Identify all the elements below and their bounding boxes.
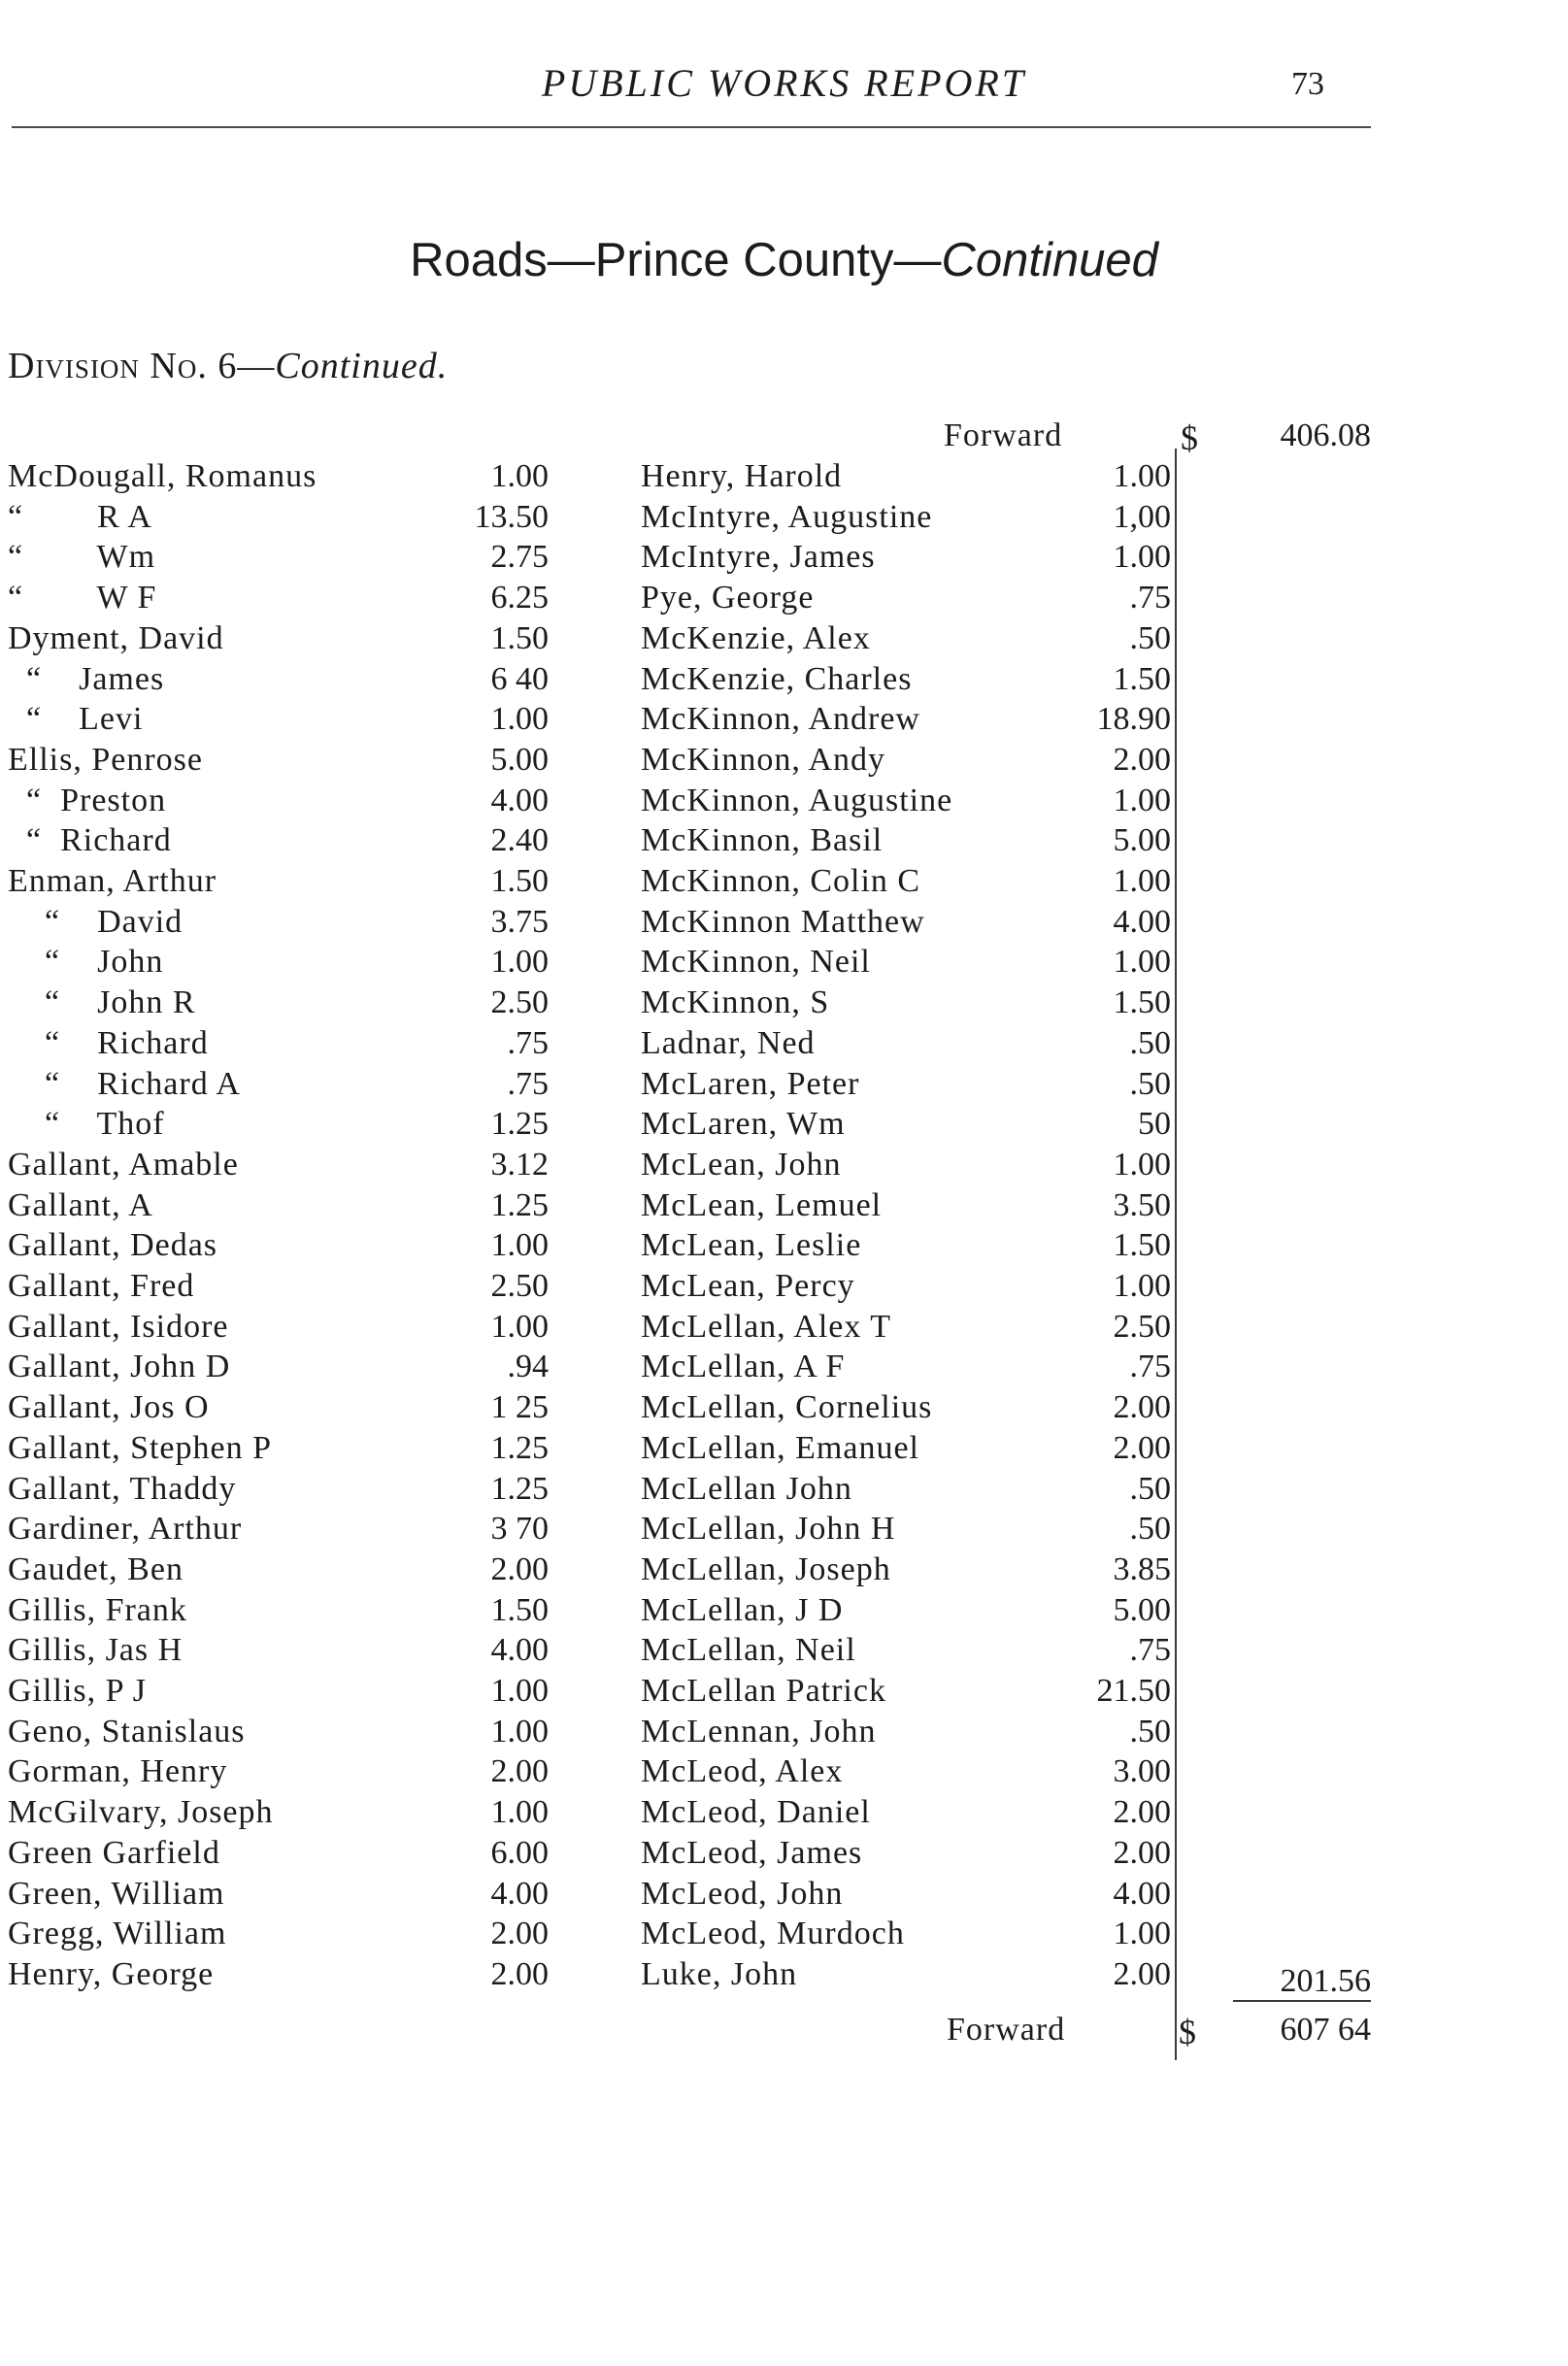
entry-name: McLeod, Daniel <box>641 1794 871 1830</box>
entry-amount: 1.00 <box>490 944 549 980</box>
entry-amount: .75 <box>1129 1349 1171 1384</box>
entry-name: McKinnon, Augustine <box>641 783 953 818</box>
entry-amount: 1.00 <box>1113 458 1171 494</box>
entry-amount: 1.00 <box>1113 1916 1171 1951</box>
page-title <box>0 233 1568 287</box>
entry-amount: 4.00 <box>1113 904 1171 940</box>
entry-name: Ellis, Penrose <box>8 742 203 778</box>
entry-amount: 1.00 <box>490 458 549 494</box>
entry-amount: 1.25 <box>490 1106 549 1142</box>
entry-amount: 2.00 <box>490 1753 549 1789</box>
entry-name: Pye, George <box>641 580 815 616</box>
entry-amount: 1.00 <box>490 1673 549 1709</box>
entry-amount: 4.00 <box>490 1632 549 1668</box>
page-number: 73 <box>1291 66 1324 102</box>
entry-name: McLeod, Alex <box>641 1753 844 1789</box>
entry-amount: .50 <box>1129 1066 1171 1102</box>
entry-name: McKenzie, Charles <box>641 661 913 697</box>
entry-name: “ Richard <box>8 822 172 858</box>
column-total: 201.56 <box>1280 1963 1371 1999</box>
entry-name: McLellan, J D <box>641 1592 844 1628</box>
forward-bottom-label: Forward <box>947 2012 1066 2048</box>
entry-name: Gallant, Jos O <box>8 1389 210 1425</box>
entry-amount: 3 70 <box>490 1511 549 1547</box>
entry-name: “ Preston <box>8 783 167 818</box>
entry-name: “ Richard <box>8 1025 209 1061</box>
entry-name: McKinnon, S <box>641 984 830 1020</box>
entry-name: McLean, Percy <box>641 1268 855 1304</box>
forward-top-label: Forward <box>944 417 1063 453</box>
entry-name: “ Thof <box>8 1106 165 1142</box>
entry-name: McLellan, Alex T <box>641 1309 892 1345</box>
entry-amount: 6.00 <box>490 1835 549 1871</box>
header-rule <box>12 126 1371 128</box>
entry-amount: 1.00 <box>490 1794 549 1830</box>
entry-amount: 1 25 <box>490 1389 549 1425</box>
entry-name: McLean, Leslie <box>641 1227 862 1263</box>
entry-name: McLellan Patrick <box>641 1673 886 1709</box>
entry-name: Gallant, Dedas <box>8 1227 218 1263</box>
entry-amount: 2.50 <box>490 984 549 1020</box>
entry-name: “ Richard A <box>8 1066 241 1102</box>
forward-top-currency: $ <box>1181 418 1198 457</box>
entry-name: McLeod, Murdoch <box>641 1916 905 1951</box>
entry-amount: 2.00 <box>490 1956 549 1992</box>
entry-name: McLellan, Cornelius <box>641 1389 933 1425</box>
entry-name: McKinnon, Neil <box>641 944 871 980</box>
entry-name: McLellan, John H <box>641 1511 896 1547</box>
entry-name: McDougall, Romanus <box>8 458 317 494</box>
entry-name: McLellan, Joseph <box>641 1551 891 1587</box>
entry-amount: 1.00 <box>490 1309 549 1345</box>
entry-amount: 2.00 <box>490 1551 549 1587</box>
entry-name: Gallant, Fred <box>8 1268 195 1304</box>
entry-name: Gillis, Frank <box>8 1592 187 1628</box>
entry-amount: 3.12 <box>490 1147 549 1183</box>
entry-amount: 1.00 <box>1113 863 1171 899</box>
entry-name: “ James <box>8 661 165 697</box>
entry-name: McKinnon, Colin C <box>641 863 921 899</box>
entry-name: McIntyre, James <box>641 539 876 575</box>
entry-amount: 2.40 <box>490 822 549 858</box>
entry-name: Gillis, Jas H <box>8 1632 183 1668</box>
entry-name: McLellan, Emanuel <box>641 1430 920 1466</box>
entry-amount: 2.00 <box>1113 1389 1171 1425</box>
entry-amount: 5.00 <box>1113 822 1171 858</box>
entry-amount: 21.50 <box>1096 1673 1171 1709</box>
entry-name: McGilvary, Joseph <box>8 1794 274 1830</box>
entry-name: Gallant, John D <box>8 1349 231 1384</box>
entry-name: McLellan, A F <box>641 1349 846 1384</box>
entry-name: “ David <box>8 904 183 940</box>
entry-name: Dyment, David <box>8 620 224 656</box>
entry-amount: 1.50 <box>490 863 549 899</box>
forward-bottom-currency: $ <box>1179 2013 1196 2051</box>
entry-name: Gallant, A <box>8 1187 153 1223</box>
entry-amount: 5.00 <box>490 742 549 778</box>
entry-amount: 2.00 <box>490 1916 549 1951</box>
entry-amount: 1.00 <box>1113 1268 1171 1304</box>
entry-amount: 1.00 <box>1113 783 1171 818</box>
entry-name: McLennan, John <box>641 1714 877 1750</box>
entry-amount: 1.00 <box>1113 944 1171 980</box>
entry-amount: 2.00 <box>1113 742 1171 778</box>
entry-name: McKinnon, Andy <box>641 742 885 778</box>
entry-name: McLellan, Neil <box>641 1632 856 1668</box>
entry-amount: .50 <box>1129 1471 1171 1507</box>
entry-amount: 50 <box>1138 1106 1171 1142</box>
entry-amount: 4.00 <box>490 1876 549 1912</box>
entry-amount: 1.00 <box>490 701 549 737</box>
entry-amount: 1.00 <box>1113 1147 1171 1183</box>
entry-amount: .50 <box>1129 1511 1171 1547</box>
entry-amount: .50 <box>1129 620 1171 656</box>
entry-name: “ John <box>8 944 164 980</box>
entry-amount: 4.00 <box>490 783 549 818</box>
entry-name: Gallant, Stephen P <box>8 1430 273 1466</box>
entry-name: Geno, Stanislaus <box>8 1714 246 1750</box>
entry-name: Luke, John <box>641 1956 798 1992</box>
entry-name: McKinnon, Andrew <box>641 701 920 737</box>
entry-name: Green Garfield <box>8 1835 220 1871</box>
entry-name: McLaren, Peter <box>641 1066 860 1102</box>
entry-amount: 1.25 <box>490 1187 549 1223</box>
entry-amount: .75 <box>507 1025 549 1061</box>
entry-name: McKinnon Matthew <box>641 904 925 940</box>
entry-amount: 2.00 <box>1113 1956 1171 1992</box>
entry-amount: 18.90 <box>1096 701 1171 737</box>
entry-name: McLellan John <box>641 1471 852 1507</box>
entry-amount: 3.75 <box>490 904 549 940</box>
entry-name: Henry, Harold <box>641 458 843 494</box>
division-heading <box>8 345 448 387</box>
entry-name: McKinnon, Basil <box>641 822 884 858</box>
entry-amount: 1,00 <box>1113 499 1171 535</box>
entry-amount: 1.50 <box>490 620 549 656</box>
entry-amount: 3.50 <box>1113 1187 1171 1223</box>
entry-amount: 6.25 <box>490 580 549 616</box>
entry-amount: 5.00 <box>1113 1592 1171 1628</box>
entry-name: Ladnar, Ned <box>641 1025 816 1061</box>
entry-name: Gaudet, Ben <box>8 1551 183 1587</box>
entry-name: “ Wm <box>8 539 156 575</box>
entry-amount: 2.00 <box>1113 1794 1171 1830</box>
entry-name: Enman, Arthur <box>8 863 217 899</box>
entry-name: Gardiner, Arthur <box>8 1511 243 1547</box>
entry-name: “ W F <box>8 580 157 616</box>
entry-amount: 1.25 <box>490 1430 549 1466</box>
division-continued: Continued. <box>275 346 449 386</box>
column-rule <box>1175 449 1177 2060</box>
entry-amount: 13.50 <box>474 499 549 535</box>
entry-name: Gillis, P J <box>8 1673 147 1709</box>
entry-name: “ R A <box>8 499 152 535</box>
entry-amount: 2.50 <box>490 1268 549 1304</box>
entry-amount: .94 <box>507 1349 549 1384</box>
entry-name: Henry, George <box>8 1956 215 1992</box>
forward-bottom-amount: 607 64 <box>1280 2012 1371 2048</box>
entry-amount: 1.00 <box>490 1227 549 1263</box>
entry-amount: 1.00 <box>490 1714 549 1750</box>
entry-name: Gregg, William <box>8 1916 227 1951</box>
entry-amount: 1.25 <box>490 1471 549 1507</box>
entry-amount: 1.50 <box>1113 661 1171 697</box>
entry-name: McLean, Lemuel <box>641 1187 883 1223</box>
entry-name: “ Levi <box>8 701 144 737</box>
entry-amount: 1.50 <box>490 1592 549 1628</box>
entry-name: Green, William <box>8 1876 225 1912</box>
page-title-continued: Continued <box>941 234 1158 286</box>
division-label: Division No. 6— <box>8 346 276 386</box>
entry-name: Gallant, Thaddy <box>8 1471 237 1507</box>
entry-amount: .75 <box>1129 580 1171 616</box>
entry-amount: 3.00 <box>1113 1753 1171 1789</box>
entry-name: McLeod, John <box>641 1876 844 1912</box>
entry-name: McIntyre, Augustine <box>641 499 933 535</box>
total-rule <box>1233 2000 1371 2002</box>
entry-name: Gallant, Amable <box>8 1147 239 1183</box>
entry-name: McLean, John <box>641 1147 842 1183</box>
entry-amount: 1.00 <box>1113 539 1171 575</box>
entry-amount: 6 40 <box>490 661 549 697</box>
entry-amount: 4.00 <box>1113 1876 1171 1912</box>
entry-amount: .50 <box>1129 1025 1171 1061</box>
entry-name: Gallant, Isidore <box>8 1309 229 1345</box>
entry-name: McLaren, Wm <box>641 1106 846 1142</box>
running-title: PUBLIC WORKS REPORT <box>541 61 1027 105</box>
entry-amount: 3.85 <box>1113 1551 1171 1587</box>
entry-amount: .50 <box>1129 1714 1171 1750</box>
entry-amount: .75 <box>507 1066 549 1102</box>
page-title-main: Roads—Prince County— <box>410 234 942 286</box>
entry-name: McLeod, James <box>641 1835 863 1871</box>
entry-amount: 2.00 <box>1113 1430 1171 1466</box>
entry-name: McKenzie, Alex <box>641 620 871 656</box>
entry-amount: 1.50 <box>1113 984 1171 1020</box>
forward-top-amount: 406.08 <box>1280 417 1371 453</box>
entry-amount: 1.50 <box>1113 1227 1171 1263</box>
entry-amount: .75 <box>1129 1632 1171 1668</box>
entry-name: Gorman, Henry <box>8 1753 228 1789</box>
entry-amount: 2.00 <box>1113 1835 1171 1871</box>
entry-name: “ John R <box>8 984 196 1020</box>
entry-amount: 2.75 <box>490 539 549 575</box>
entry-amount: 2.50 <box>1113 1309 1171 1345</box>
